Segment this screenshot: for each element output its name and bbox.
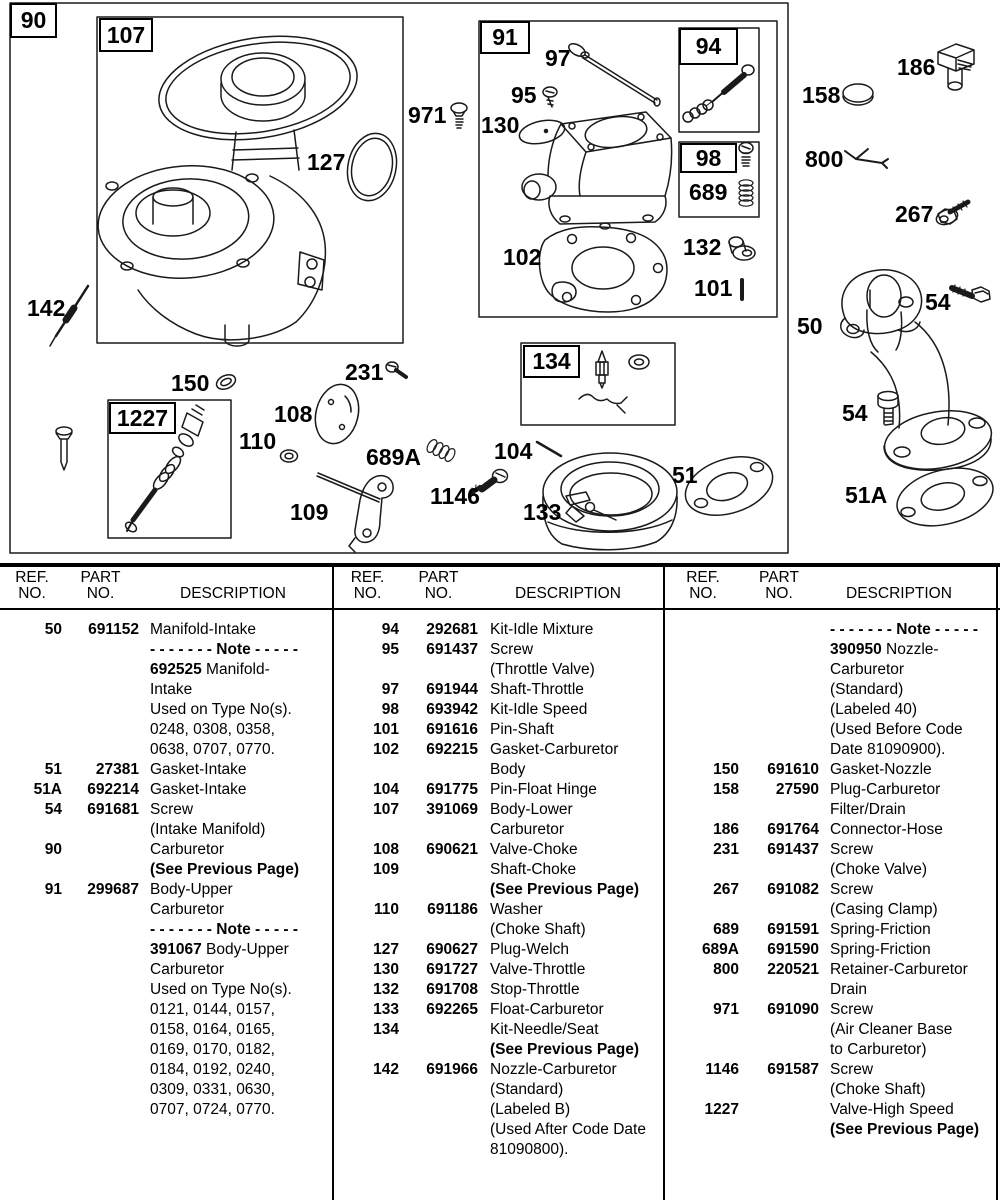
header-ref: REF. (15, 569, 49, 586)
callout-95: 95 (511, 82, 537, 108)
table-row: 90 Carburetor (44, 841, 225, 858)
diagram-line-art (0, 0, 1000, 560)
part-109-shaft-choke (317, 473, 393, 552)
callout-102: 102 (503, 244, 542, 270)
table-row: Drain (830, 981, 868, 998)
table-row: 0158, 0164, 0165, (150, 1021, 275, 1038)
part-104-pin (537, 442, 561, 456)
callout-109: 109 (290, 499, 329, 525)
part-110-washer (281, 450, 298, 462)
callout-94: 94 (679, 28, 738, 65)
table-row: (See Previous Page) (490, 881, 640, 898)
part-97-shaft-throttle (567, 41, 660, 106)
table-row: (Choke Shaft) (490, 921, 586, 938)
callout-1146: 1146 (430, 483, 480, 509)
callout-132: 132 (683, 234, 722, 260)
part-800-retainer (845, 149, 888, 168)
table-row: (Used After Code Date (490, 1121, 646, 1138)
table-row: 231 691437 Screw (713, 841, 874, 858)
table-row: (Standard) (490, 1081, 564, 1098)
part-689-spring (739, 180, 753, 206)
table-row: (See Previous Page) (490, 1041, 640, 1058)
callout-800: 800 (805, 146, 844, 172)
header-description: DESCRIPTION (180, 585, 286, 602)
table-row: 102 692215 Gasket-Carburetor (373, 741, 619, 758)
callout-101: 101 (694, 275, 733, 301)
table-row: (Choke Shaft) (830, 1081, 926, 1098)
table-row: 133 692265 Float-Carburetor (373, 1001, 604, 1018)
part-186-connector (938, 44, 974, 90)
part-150-gasket (214, 372, 238, 392)
callout-107: 107 (99, 18, 153, 52)
callout-90: 90 (10, 3, 57, 38)
table-row: 0638, 0707, 0770. (150, 741, 275, 758)
table-row: 1146 691587 Screw (705, 1061, 874, 1078)
part-107-body-lower (94, 23, 364, 346)
table-header: REF. PART NO. NO. DESCRIPTION (2, 570, 330, 602)
callout-689A: 689A (366, 444, 421, 470)
table-row: 132 691708 Stop-Throttle (373, 981, 580, 998)
table-row: - - - - - - - Note - - - - - (830, 621, 979, 638)
table-row: Carburetor (490, 821, 565, 838)
table-divider-2 (663, 563, 665, 1200)
table-row: - - - - - - - Note - - - - - (150, 641, 299, 658)
table-row: 971 691090 Screw (713, 1001, 874, 1018)
part-132-stop-throttle (729, 237, 755, 260)
table-rows (2, 620, 330, 1120)
table-row: (Choke Valve) (830, 861, 928, 878)
table-row: (Labeled 40) (830, 701, 918, 718)
table-row: 81090800). (490, 1141, 569, 1158)
callout-104: 104 (494, 438, 533, 464)
part-54-screw-lower (878, 392, 898, 426)
table-row: 158 27590 Plug-Carburetor (713, 781, 941, 798)
table-row: 108 690621 Valve-Choke (373, 841, 578, 858)
part-133-float-carburetor (543, 453, 677, 550)
table-row: 98 693942 Kit-Idle Speed (381, 701, 588, 718)
table-row: 130 691727 Valve-Throttle (373, 961, 586, 978)
callout-142: 142 (27, 295, 66, 321)
part-108-valve-choke (309, 380, 364, 448)
table-row: Used on Type No(s). (150, 701, 292, 718)
part-98-screw (739, 143, 753, 167)
table-row: 692525 Manifold- (150, 661, 270, 678)
table-row: Carburetor (150, 961, 225, 978)
table-column-1 (2, 563, 330, 1200)
table-row: 0121, 0144, 0157, (150, 1001, 275, 1018)
table-row: - - - - - - - Note - - - - - (150, 921, 299, 938)
table-row: 127 690627 Plug-Welch (373, 941, 569, 958)
table-row: (Intake Manifold) (150, 821, 266, 838)
part-94-kit-idle-mixture (683, 65, 754, 122)
table-row: 95 691437 Screw (381, 641, 534, 658)
table-row: 97 691944 Shaft-Throttle (381, 681, 584, 698)
table-row: to Carburetor) (830, 1041, 927, 1058)
table-row: Used on Type No(s). (150, 981, 292, 998)
callout-231: 231 (345, 359, 384, 385)
callout-186: 186 (897, 54, 936, 80)
table-row: 0707, 0724, 0770. (150, 1101, 275, 1118)
part-130-valve-throttle (517, 116, 567, 147)
table-row: 91 299687 Body-Upper (44, 881, 233, 898)
exploded-parts-diagram (0, 0, 1000, 560)
table-row: 0184, 0192, 0240, (150, 1061, 275, 1078)
callout-127: 127 (307, 149, 346, 175)
table-rows (336, 620, 661, 1160)
callout-150: 150 (171, 370, 210, 396)
callout-97: 97 (545, 45, 571, 71)
part-134-kit-needle-seat (579, 351, 649, 413)
table-row: (See Previous Page) (150, 861, 300, 878)
table-right-rule (996, 563, 998, 1200)
table-header: REF. PART NO. NO. DESCRIPTION (686, 569, 952, 602)
table-row: 142 691966 Nozzle-Carburetor (373, 1061, 617, 1078)
table-row: 267 691082 Screw (713, 881, 874, 898)
part-231-screw (386, 362, 406, 377)
table-row: 689 691591 Spring-Friction (713, 921, 931, 938)
table-row: 101 691616 Pin-Shaft (373, 721, 554, 738)
table-row: 1227 Valve-High Speed (704, 1101, 954, 1118)
table-row: 150 691610 Gasket-Nozzle (713, 761, 932, 778)
table-row: 51A 692214 Gasket-Intake (33, 781, 247, 798)
callout-54: 54 (842, 400, 868, 426)
table-row: 186 691764 Connector-Hose (713, 821, 943, 838)
table-divider-1 (332, 563, 334, 1200)
table-column-2 (336, 563, 661, 1200)
header-part: PART (80, 569, 121, 586)
table-row: 390950 Nozzle- (830, 641, 939, 658)
part-127-plug-welch (341, 129, 402, 205)
callout-54: 54 (925, 289, 951, 315)
part-267-screw (934, 201, 968, 227)
table-row: 134 Kit-Needle/Seat (373, 1021, 599, 1038)
table-row: 391067 Body-Upper (150, 941, 289, 958)
table-row: (Throttle Valve) (490, 661, 595, 678)
table-row: (See Previous Page) (830, 1121, 980, 1138)
table-row: Intake (150, 681, 193, 698)
table-row: Filter/Drain (830, 801, 906, 818)
table-row: 110 691186 Washer (373, 901, 543, 918)
part-needle-seat (56, 427, 72, 470)
part-95-screw (543, 87, 557, 107)
table-row: (Used Before Code (830, 721, 963, 738)
callout-267: 267 (895, 201, 934, 227)
table-row: 0169, 0170, 0182, (150, 1041, 275, 1058)
callout-98: 98 (680, 143, 737, 173)
table-row: Carburetor (830, 661, 905, 678)
table-row: Body (490, 761, 526, 778)
table-row: (Labeled B) (490, 1101, 571, 1118)
callout-971: 971 (408, 102, 447, 128)
callout-1227: 1227 (109, 402, 176, 434)
table-row: 689A 691590 Spring-Friction (701, 941, 931, 958)
table-row: 109 Shaft-Choke (373, 861, 577, 878)
table-row: 54 691681 Screw (44, 801, 194, 818)
part-50-manifold (841, 270, 996, 477)
callout-134: 134 (523, 345, 580, 378)
table-row: 50 691152 Manifold-Intake (44, 621, 256, 638)
part-54-screw-upper (952, 285, 990, 302)
callout-130: 130 (481, 112, 520, 138)
table-row: Carburetor (150, 901, 225, 918)
part-102-gasket (539, 227, 667, 312)
part-689A-spring (425, 438, 457, 463)
table-column-3 (667, 563, 994, 1200)
table-row: 104 691775 Pin-Float Hinge (373, 781, 597, 798)
table-row: 0309, 0331, 0630, (150, 1081, 275, 1098)
table-row: Date 81090900). (830, 741, 946, 758)
part-971-screw (451, 103, 467, 128)
table-row: (Casing Clamp) (830, 901, 938, 918)
callout-51: 51 (672, 462, 698, 488)
part-158-plug (843, 84, 873, 105)
table-row: 94 292681 Kit-Idle Mixture (381, 621, 594, 638)
callout-50: 50 (797, 313, 823, 339)
table-header: REF. PART NO. NO. DESCRIPTION (350, 569, 621, 602)
callout-51A: 51A (845, 482, 888, 508)
table-row: 800 220521 Retainer-Carburetor (713, 961, 968, 978)
table-rows (667, 620, 994, 1140)
table-row: (Standard) (830, 681, 904, 698)
box-107 (97, 17, 403, 343)
part-51A-gasket (891, 459, 999, 535)
callout-133: 133 (523, 499, 562, 525)
callout-108: 108 (274, 401, 313, 427)
table-row: 0248, 0308, 0358, (150, 721, 275, 738)
table-row: 51 27381 Gasket-Intake (44, 761, 247, 778)
callout-689: 689 (689, 179, 728, 205)
callout-91: 91 (480, 21, 530, 54)
callout-158: 158 (802, 82, 841, 108)
table-row: (Air Cleaner Base (830, 1021, 953, 1038)
callout-110: 110 (239, 428, 277, 454)
table-row: 107 391069 Body-Lower (373, 801, 573, 818)
